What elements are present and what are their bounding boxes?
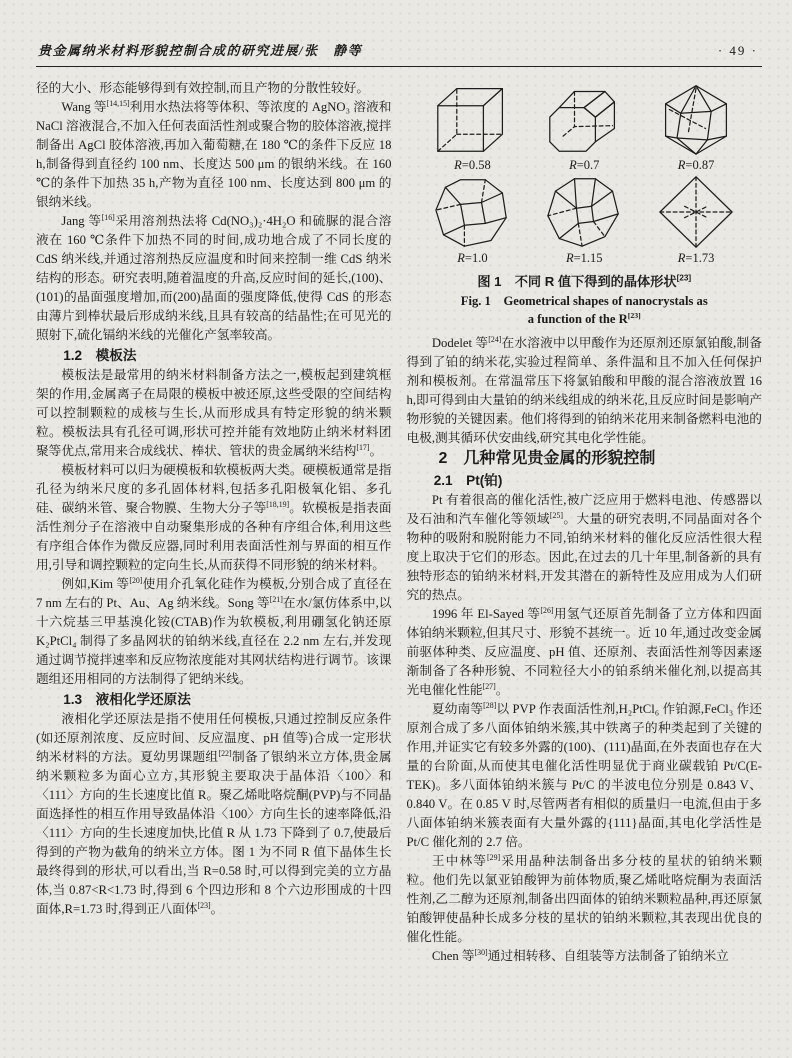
- figure-1-nanocrystal-shapes: [407, 81, 763, 328]
- figure-grid: [407, 81, 763, 265]
- shape-label-r-1-0: R=1.0: [457, 251, 488, 265]
- paragraph-chen: Chen 等[30]通过相转移、自组装等方法制备了铂纳米立: [431, 947, 729, 963]
- cuboctahedron-wireframe-icon: [647, 81, 745, 157]
- figure-caption-en-line2: a function of the R[23]: [527, 310, 641, 326]
- shape-cell-octahedron: [640, 174, 752, 265]
- heading-2-morphology-control: 2 几种常见贵金属的形貌控制: [438, 450, 656, 467]
- paragraph-wang: Wang 等[14,15]利用水热法将等体积、等浓度的 AgNO₃ 溶液和 NaCl 溶液混合,不加入任何表面活性剂或聚合物的胶体溶液,搅拌制备出 AgCl 胶体溶液,再加入葡萄糖,在 180 ℃的条件下反应 18 h,制备得到直径约 100 nm、长度达 500 μm 的银纳米线。在 160 ℃的条件下加热 35 h,产物为直径 100 nm、长度达到 800 μm 的银纳米线。: [36, 98, 392, 209]
- shape-cell-truncated-cube: [528, 81, 640, 172]
- truncated-octahedron-wireframe-icon: [423, 174, 521, 250]
- truncated-cube-wireframe-icon: [535, 81, 633, 157]
- paragraph-kim-song: 例如,Kim 等[20]使用介孔氧化硅作为模板,分别合成了直径在 7 nm 左右的 Pt、Au、Ag 纳米线。Song 等[21]在水/氯仿体系中,以十六烷基三甲基溴化铵(CTAB)作为软模板,利用硼氢化钠还原 K₂PtCl₄ 制得了多晶网状的铂纳米线,直径在 2.2 nm 左右,并发现通过调节搅拌速率和反应物浓度能对其网状结构进行调节。该课题组还用相同的方法制得了钯纳米线。: [36, 575, 392, 686]
- shape-label-r-0-87: R=0.87: [677, 158, 715, 172]
- shape-label-r-0-7: R=0.7: [569, 158, 600, 172]
- figure-caption-en-line1: Fig. 1 Geometrical shapes of nanocrystals as: [460, 294, 708, 308]
- paragraph-template-intro: 模板法是最常用的纳米材料制备方法之一,模板起到建筑框架的作用,金属离子在局限的模板中被还原,这些受限的空间结构可以控制颗粒的成核与生长,从而形成具有特定形貌的纳米颗粒。模板法具有孔径可调,形状可控并能有效地防止纳米材料团聚等优点,常用来合成线状、棒状、管状的贵金属纳米结构[17]。: [36, 368, 392, 458]
- left-column: [36, 79, 392, 966]
- paragraph-carryover: 径的大小、形态能够得到有效控制,而且产物的分散性较好。: [36, 81, 370, 95]
- shape-cell-cube: [417, 81, 529, 172]
- paragraph-template-materials: 模板材料可以归为硬模板和软模板两大类。硬模板通常是指孔径为纳米尺度的多孔固体材料,包括多孔阳极氧化铝、多孔硅、碳纳米管、聚合物膜、生物大分子等[18,19]。软模板是指表面活性剂分子在溶液中自动聚集形成的各种有序组合体,利用这些有序组合体作为微反应器,同时利用表面活性剂与界面的相互作用,引导和调控颗粒的定向生长,从而获得不同形貌的纳米材料。: [36, 463, 392, 572]
- shape-label-r-1-15: R=1.15: [565, 251, 603, 265]
- two-column-body: [36, 79, 762, 966]
- octahedron-wireframe-icon: [647, 174, 745, 250]
- right-column: [407, 79, 763, 966]
- paragraph-wang-zhonglin: 王中林等[29]采用晶种法制备出多分枝的星状的铂纳米颗粒。他们先以氯亚铂酸钾为前体物质,聚乙烯吡咯烷酮为表面活性剂,乙二醇为还原剂,制备出四面体的铂纳米颗粒晶种,再还原氯铂酸钾使晶种长成多分枝的星状的铂纳米颗粒,其表现出优良的催化性能。: [406, 852, 763, 944]
- running-title: 贵金属纳米材料形貌控制合成的研究进展/张 静等: [38, 43, 363, 58]
- paragraph-dodelet: Dodelet 等[24]在水溶液中以甲酸作为还原剂还原氯铂酸,制备得到了铂的纳米花,实验过程简单、条件温和且不加入任何保护剂和模板剂。在常温常压下将氯铂酸和甲酸的混合溶液放置 16 h,即可得到由大量铂的纳米线组成的纳米花,且反应时间是影响产物形貌的关键因素。他们将得到的铂纳米花用来制备燃料电池的电极,测其循环伏安曲线,研究其电化学性能。: [406, 334, 762, 445]
- shape-cell-truncated-octahedron: [417, 174, 529, 265]
- paragraph-liquid-phase: 液相化学还原法是指不使用任何模板,只通过控制反应条件(如还原剂浓度、反应时间、反应温度、pH 值等)合成一定形状纳米材料的方法。夏幼男课题组[22]制备了银纳米立方体,贵金属纳米颗粒多为面心立方,其形貌主要取决于晶体沿〈100〉和〈111〉方向的生长速度比值 R。聚乙烯吡咯烷酮(PVP)与不同晶面选择性的相互作用导致晶体沿〈100〉方向生长的速率降低,沿〈111〉方向的生长速度加快,比值 R 从 1.73 下降到了 0.7,使最后得到的产物为截角的纳米立方体。图 1 为不同 R 值下晶体生长最终得到的形状,可以看出,当 R=0.58 时,可以得到完美的立方晶体,当 0.87<R<1.73 时,得到 6 个四边形和 8 个六边形围成的十四面体,R=1.73 时,得到正八面体[23]。: [36, 712, 392, 916]
- page-header: [36, 40, 762, 67]
- shape-label-r-0-58: R=0.58: [454, 158, 491, 172]
- paragraph-jang: Jang 等[16]采用溶剂热法将 Cd(NO₃)₂·4H₂O 和硫脲的混合溶液在 160 ℃条件下加热不同的时间,成功地合成了不同长度的 CdS 纳米线,并通过溶剂热反应温度和时间来控制一维 CdS 纳米结构的形态。研究表明,随着温度的升高,反应时间的延长,(100)、(101)的晶面强度增加,而(200)晶面的强度降低,使得 CdS 的形态由薄片到棒状最后形成纳米线,且具有较高的结晶性;在可见光的照射下,硫化镉纳米线的光催化产氢率较高。: [36, 212, 392, 342]
- paragraph-pt-catalytic: Pt 有着很高的催化活性,被广泛应用于燃料电池、传感器以及石油和汽车催化等领域[25]。大量的研究表明,不同晶面对各个物种的吸附和脱附能力不同,铂纳米材料的催化反应活性很大程度上取决于它们的形态。因此,在过去的几十年里,制备新的具有独特形态的铂纳米材料,开发其潜在的新特性及应用成为人们研究的热点。: [406, 493, 763, 602]
- heading-2-1-pt: 2.1 Pt(铂): [433, 473, 503, 488]
- heading-1-2-template-method: 1.2 模板法: [63, 348, 137, 363]
- page-number: · 49 ·: [717, 43, 758, 58]
- shape-cell-truncated-octahedron-small-square: [528, 174, 640, 265]
- truncated-octahedron-small-square-wireframe-icon: [535, 174, 633, 250]
- paragraph-elsayed: 1996 年 El-Sayed 等[26]用氢气还原首先制备了立方体和四面体铂纳米颗粒,但其尺寸、形貌不甚统一。近 10 年,通过改变金属前驱体种类、反应温度、pH 值、还原剂、表面活性剂等因素逐渐制备了各种形貌、不同粒径大小的铂系纳米催化剂,以提高其光电催化性能[27]。: [406, 605, 762, 697]
- heading-1-3-liquid-phase-reduction: 1.3 液相化学还原法: [63, 692, 191, 707]
- shape-label-r-1-73: R=1.73: [677, 251, 715, 265]
- shape-cell-cuboctahedron: [640, 81, 752, 172]
- figure-caption-zh: 图 1 不同 R 值下得到的晶体形状[23]: [477, 273, 692, 289]
- paragraph-xia-younan: 夏幼南等[28]以 PVP 作表面活性剂,H₂PtCl₆ 作铂源,FeCl₃ 作还原剂合成了多八面体铂纳米簇,其中铁离子的种类起到了关键的作用,并证实它有较多外露的(100)、(111)晶面,在外表面也存在大量的台阶面,从而使其电催化活性明显优于商业碳载铂 Pt/C(E-TEK)。多八面体铂纳米簇与 Pt/C 的半波电位分别是 0.843 V、0.840 V。在 0.85 V 时,尽管两者有相似的质量归一电流,但由于多八面体铂纳米簇表面有大量外露的{111}晶面,其电化学活性是 Pt/C 催化剂的 2.7 倍。: [406, 700, 762, 849]
- cube-wireframe-icon: [423, 81, 521, 157]
